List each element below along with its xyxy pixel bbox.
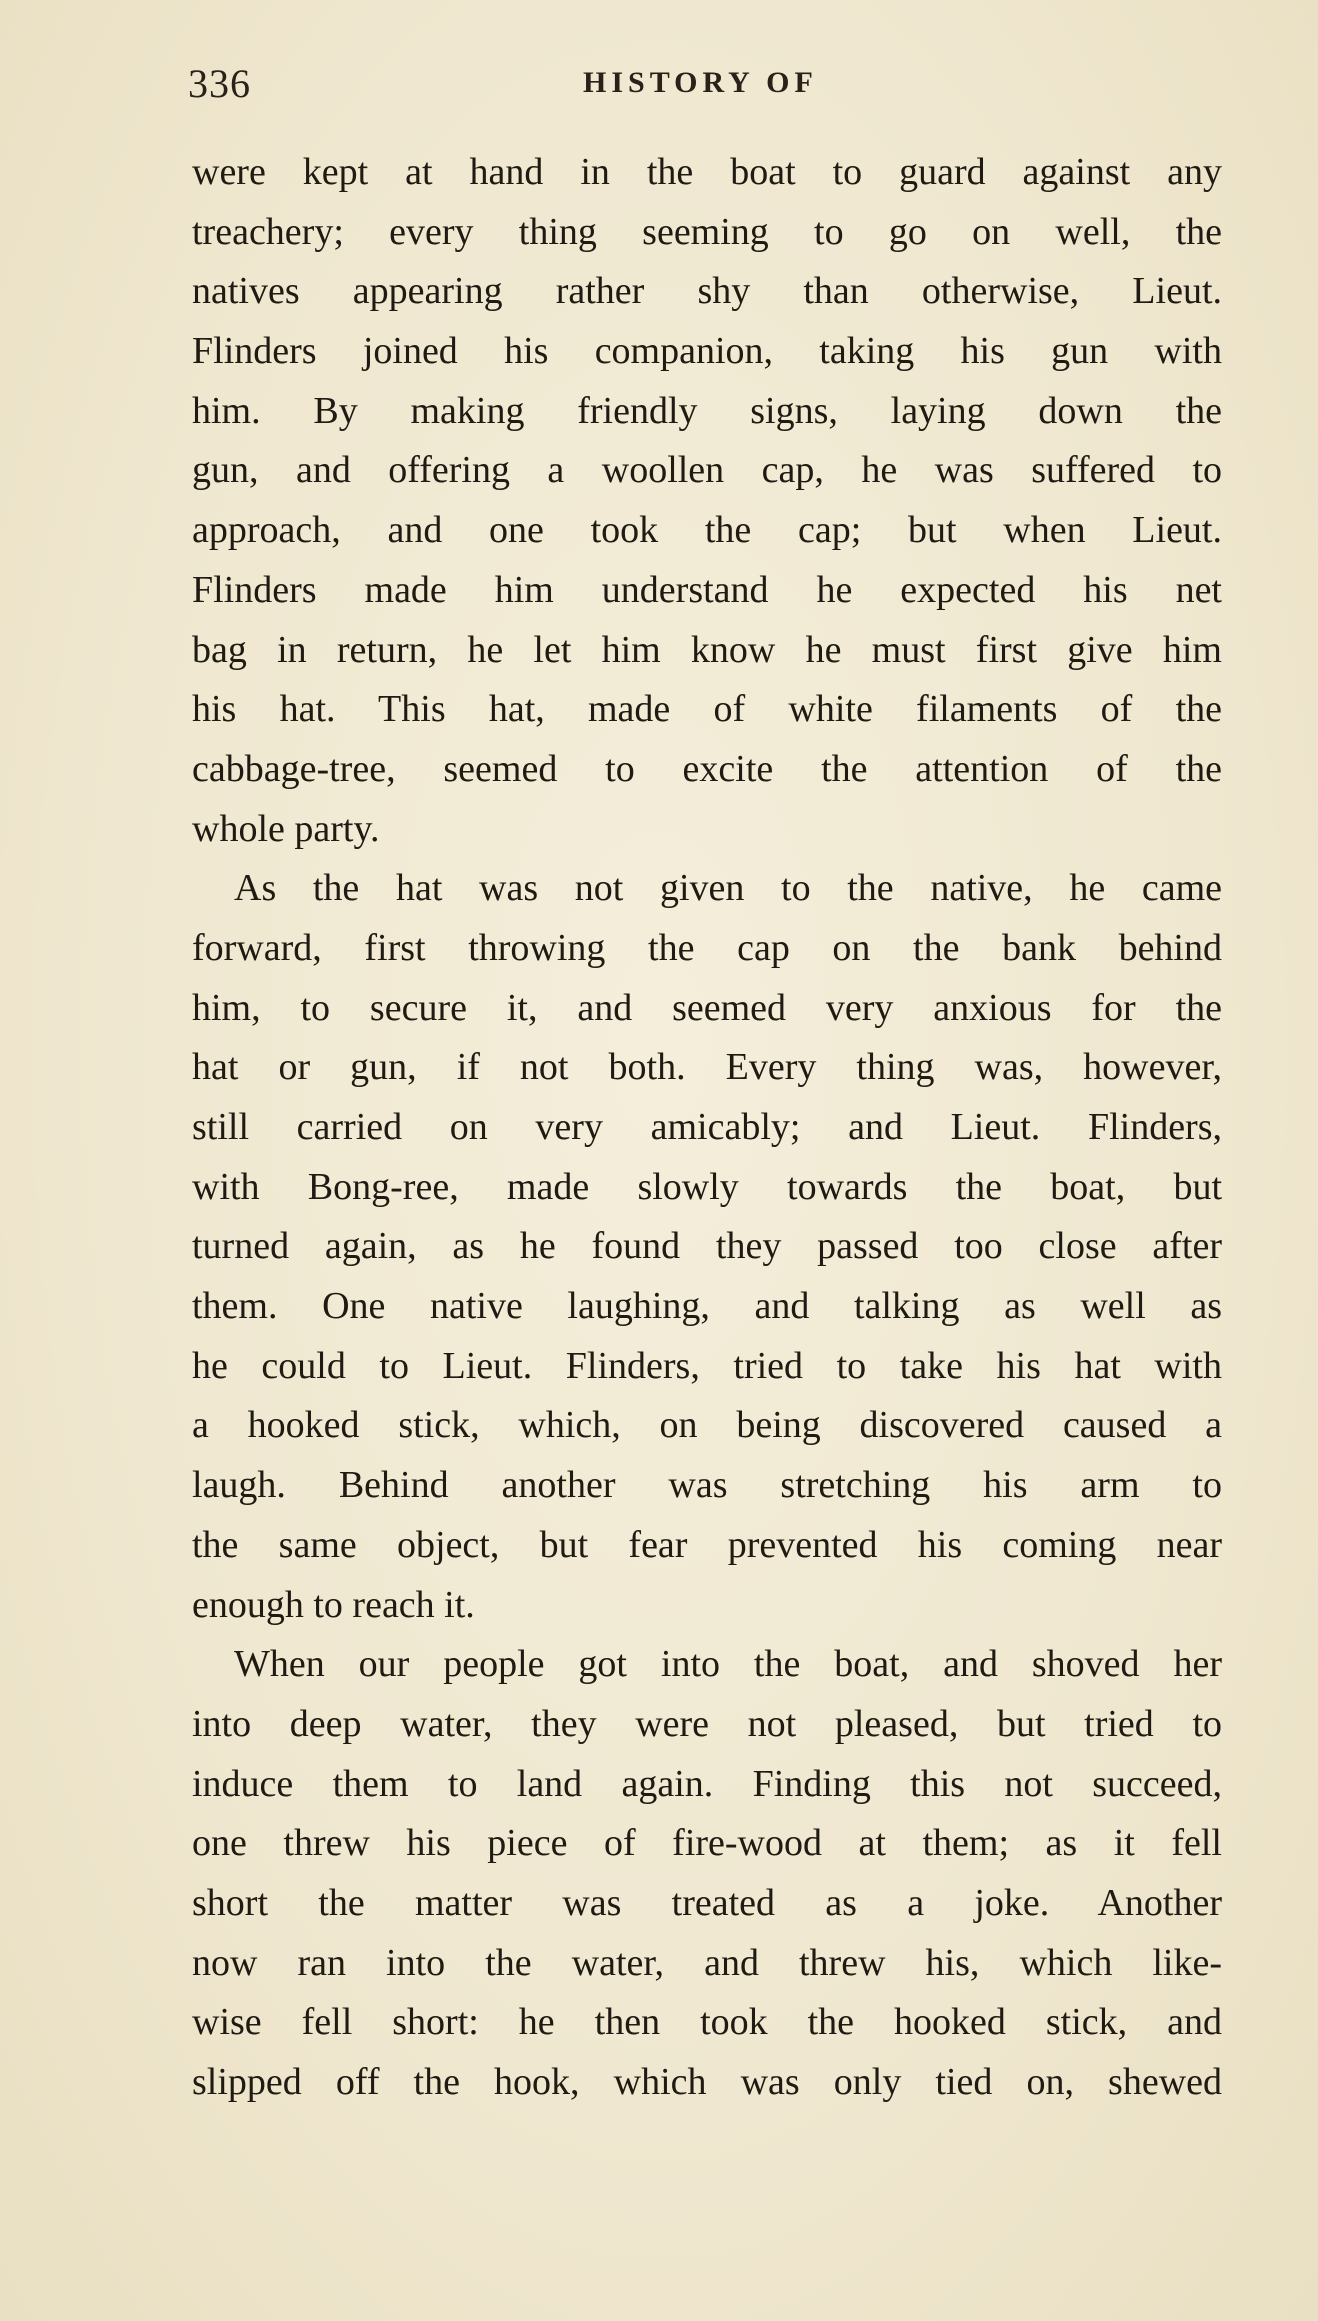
text-line: treachery; every thing seeming to go on well, the bbox=[192, 210, 1222, 253]
body-text bbox=[192, 143, 1222, 2113]
text-line: natives appearing rather shy than otherwise, Lieut. bbox=[192, 270, 1222, 313]
text-line: him. By making friendly signs, laying down the bbox=[192, 389, 1222, 432]
text-line: slipped off the hook, which was only tied on, shewed bbox=[192, 2061, 1222, 2103]
text-line: turned again, as he found they passed too close after bbox=[192, 1225, 1222, 1268]
text-line: Flinders joined his companion, taking his gun with bbox=[192, 330, 1222, 373]
text-line: hat or gun, if not both. Every thing was, however, bbox=[192, 1046, 1222, 1089]
text-line: forward, first throwing the cap on the bank behind bbox=[192, 926, 1222, 969]
text-line: now ran into the water, and threw his, which like- bbox=[192, 1941, 1222, 1984]
text-line: induce them to land again. Finding this not succeed, bbox=[192, 1762, 1222, 1805]
text-line: wise fell short: he then took the hooked stick, and bbox=[192, 2001, 1222, 2044]
text-line: bag in return, he let him know he must first give him bbox=[192, 628, 1222, 671]
text-line: his hat. This hat, made of white filaments of the bbox=[192, 688, 1222, 731]
text-line: the same object, but fear prevented his coming near bbox=[192, 1523, 1222, 1566]
text-line: one threw his piece of fire-wood at them; as it fell bbox=[192, 1822, 1222, 1865]
text-line: enough to reach it. bbox=[192, 1583, 475, 1626]
running-title: HISTORY OF bbox=[583, 66, 818, 99]
text-line: were kept at hand in the boat to guard against any bbox=[192, 151, 1222, 193]
text-line: Flinders made him understand he expected his net bbox=[192, 568, 1222, 611]
page-header bbox=[188, 60, 1238, 110]
text-line: with Bong-ree, made slowly towards the boat, but bbox=[192, 1165, 1222, 1208]
text-line: whole party. bbox=[192, 807, 380, 850]
text-line: When our people got into the boat, and shoved her bbox=[234, 1643, 1222, 1686]
text-line: cabbage-tree, seemed to excite the attention of the bbox=[192, 747, 1222, 790]
text-line: still carried on very amicably; and Lieut. Flinders, bbox=[192, 1106, 1222, 1148]
text-line: gun, and offering a woollen cap, he was suffered to bbox=[192, 449, 1222, 492]
text-line: As the hat was not given to the native, he came bbox=[234, 867, 1222, 910]
text-line: a hooked stick, which, on being discovered caused a bbox=[192, 1404, 1222, 1447]
text-line: into deep water, they were not pleased, but tried to bbox=[192, 1702, 1222, 1745]
text-line: laugh. Behind another was stretching his arm to bbox=[192, 1464, 1222, 1507]
page-number: 336 bbox=[188, 61, 251, 106]
text-line: approach, and one took the cap; but when Lieut. bbox=[192, 509, 1222, 552]
text-line: him, to secure it, and seemed very anxious for the bbox=[192, 986, 1222, 1029]
text-line: short the matter was treated as a joke. Another bbox=[192, 1881, 1222, 1924]
text-line: them. One native laughing, and talking as well as bbox=[192, 1285, 1222, 1328]
text-line: he could to Lieut. Flinders, tried to take his hat with bbox=[192, 1344, 1222, 1387]
